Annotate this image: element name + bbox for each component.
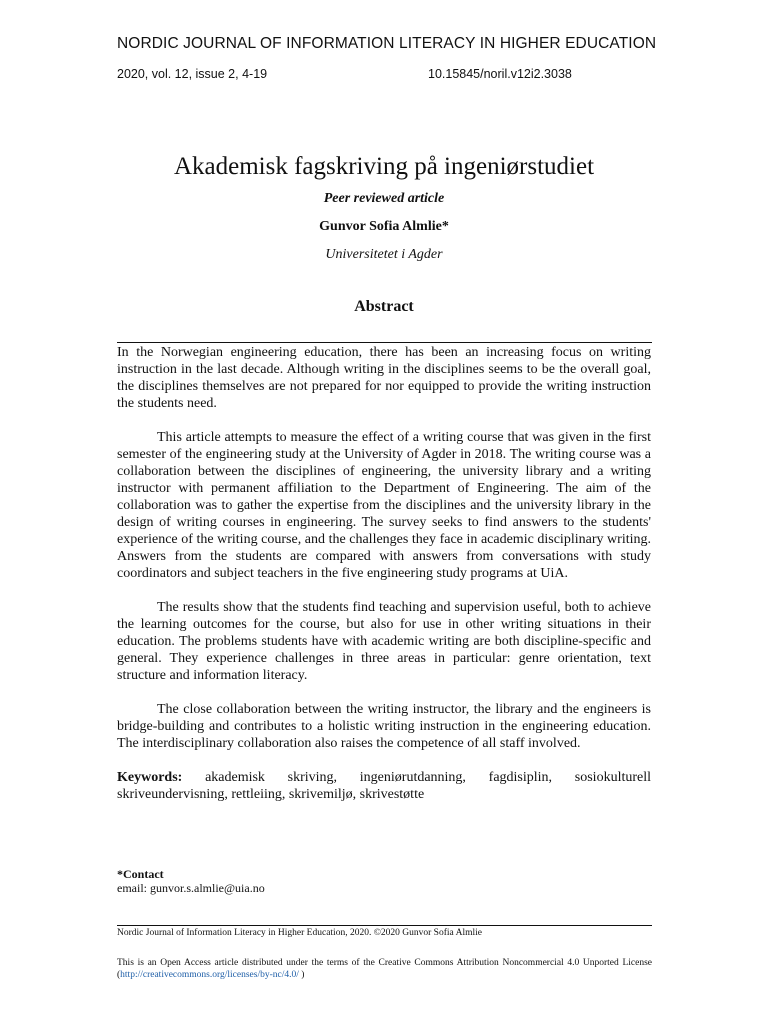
- contact-email: email: gunvor.s.almlie@uia.no: [117, 881, 265, 895]
- contact-block: [117, 867, 265, 895]
- keywords-list: akademisk skriving, ingeniørutdanning, fagdisiplin, sosiokulturell skriveundervisning, rettleiing, skrivemiljø, skrivestøtte: [117, 770, 651, 802]
- article-title: Akademisk fagskriving på ingeniørstudiet: [173, 153, 595, 180]
- abstract-top-rule: [117, 342, 652, 343]
- citation-info: 2020, vol. 12, issue 2, 4-19: [117, 67, 268, 81]
- license-open-paren: (: [117, 970, 121, 980]
- keywords: [117, 769, 651, 803]
- license-notice: [117, 957, 652, 981]
- author-name: Gunvor Sofia Almlie*: [319, 219, 449, 234]
- license-link[interactable]: http://creativecommons.org/licenses/by-nc/4.0/: [120, 970, 299, 980]
- article-type: Peer reviewed article: [323, 191, 445, 206]
- license-text: This is an Open Access article distributed under the terms of the Creative Commons Attribution Noncommercial 4.0 Unported License: [117, 958, 652, 968]
- abstract-body: [117, 344, 651, 820]
- copyright-notice: Nordic Journal of Information Literacy in Higher Education, 2020. ©2020 Gunvor Sofia Almlie: [117, 928, 482, 938]
- abstract-paragraph: The close collaboration between the writing instructor, the library and the engineers is bridge-building and contributes to a holistic writing instruction in the engineering education. The interdisciplinary collaboration also raises the competence of all staff involved.: [117, 702, 651, 751]
- journal-name: NORDIC JOURNAL OF INFORMATION LITERACY IN HIGHER EDUCATION: [117, 35, 657, 52]
- license-close-paren: ): [298, 970, 305, 980]
- abstract-paragraph: The results show that the students find teaching and supervision useful, both to achieve the learning outcomes for the course, but also for use in other writing situations in their education. The problems students have with academic writing are both discipline-specific and general. They experience challenges in three areas in particular: genre orientation, text structure and information literacy.: [117, 600, 651, 683]
- abstract-paragraph: This article attempts to measure the effect of a writing course that was given in the first semester of the engineering study at the University of Agder in 2018. The writing course was a collaboration between the disciplines of engineering, the university library and a writing instructor with permanent affiliation to the Department of Engineering. The aim of the collaboration was to gather the expertise from the disciplines and the university library in the design of writing courses in engineering. The survey seeks to find answers to the students' experience of the writing course, and the challenges they face in academic disciplinary writing. Answers from the students are compared with answers from conversations with study coordinators and subject teachers in the five engineering study programs at UiA.: [117, 430, 651, 581]
- keywords-label: Keywords:: [117, 770, 183, 785]
- abstract-heading: Abstract: [354, 298, 414, 315]
- doi: 10.15845/noril.v12i2.3038: [428, 67, 572, 81]
- author-affiliation: Universitetet i Agder: [325, 247, 443, 262]
- footer-rule: [117, 925, 652, 926]
- abstract-paragraph: In the Norwegian engineering education, there has been an increasing focus on writing instruction in the last decade. Although writing in the disciplines seems to be the overall goal, the disciplines themselves are not prepared for nor equipped to provide the writing instruction the students need.: [117, 345, 651, 411]
- contact-label: *Contact: [117, 867, 164, 881]
